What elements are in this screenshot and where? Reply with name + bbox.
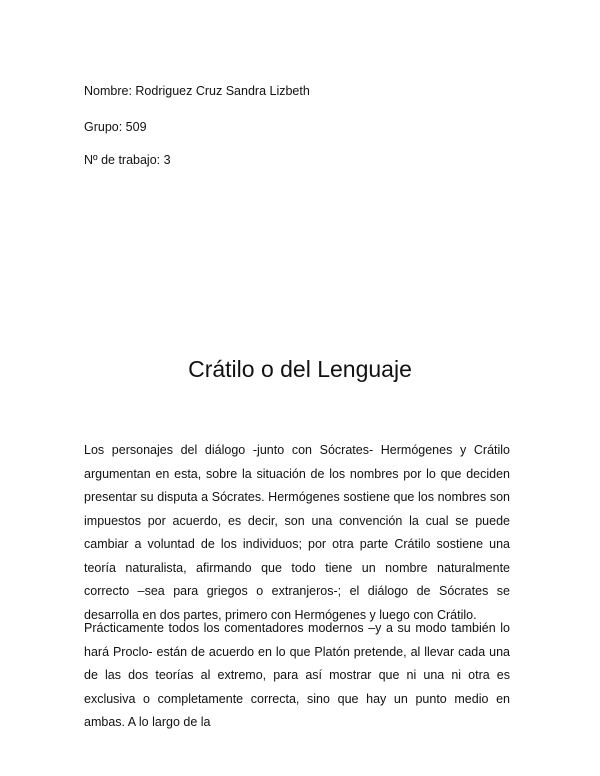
group-number: Grupo: 509 (84, 120, 147, 134)
student-name: Nombre: Rodriguez Cruz Sandra Lizbeth (84, 84, 310, 98)
document-title: Crátilo o del Lenguaje (188, 356, 412, 382)
assignment-number: Nº de trabajo: 3 (84, 153, 171, 167)
paragraph: Los personajes del diálogo -junto con Sócrates- Hermógenes y Crátilo argumentan en esta, sobre la situación de los nombres por lo que deciden presentar su disputa a Sócrates. Hermógenes sostiene que los nombres son impuestos por acuerdo, es decir, son una convención la cual se puede cambiar a voluntad de los individuos; por otra parte Crátilo sostiene una teoría naturalista, afirmando que todo tiene un nombre naturalmente correcto –sea para griegos o extranjeros-; el diálogo de Sócrates se desarrolla en dos partes, primero con Hermógenes y luego con Crátilo. (84, 443, 510, 622)
paragraph: Prácticamente todos los comentadores modernos –y a su modo también lo hará Proclo- están de acuerdo en lo que Platón pretende, al llevar cada una de las dos teorías al extremo, para así mostrar que ni una ni otra es exclusiva o completamente correcta, sino que hay un punto medio en ambas. A lo largo de la (84, 621, 510, 729)
